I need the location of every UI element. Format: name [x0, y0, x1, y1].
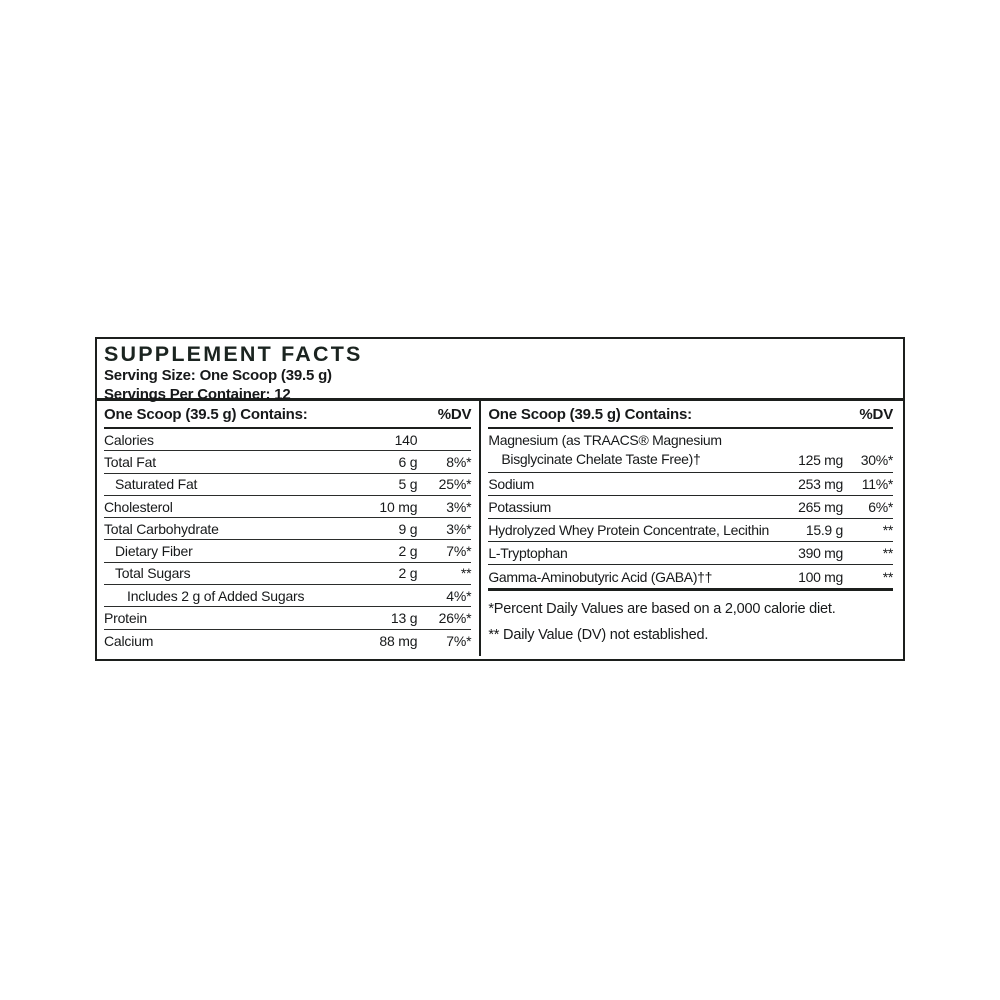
servings-per-container: Servings Per Container: 12 [104, 386, 291, 403]
column-header-label: One Scoop (39.5 g) Contains: [104, 405, 308, 423]
nutrient-row-whey-protein [488, 519, 893, 542]
nutrient-name [488, 431, 769, 469]
nutrient-amount: 13 g [390, 610, 418, 627]
nutrient-name: Protein [104, 610, 147, 627]
nutrient-amount: 15.9 g [805, 522, 843, 538]
facts-header [97, 339, 903, 401]
nutrient-amount: 2 g [398, 543, 418, 560]
nutrient-name: Calories [104, 431, 154, 448]
nutrient-dv: 8%* [446, 453, 472, 470]
nutrient-dv: 11%* [861, 476, 893, 492]
nutrient-dv: ** [460, 565, 472, 582]
nutrient-dv: 25%* [438, 476, 472, 493]
nutrient-row-sodium [488, 473, 893, 496]
nutrient-name: Calcium [104, 632, 154, 649]
nutrient-dv: 4%* [446, 587, 472, 604]
nutrient-dv: 7%* [446, 632, 472, 649]
nutrient-row-protein [104, 607, 471, 629]
column-header-left [104, 401, 471, 429]
nutrient-amount: 253 mg [798, 476, 843, 492]
nutrient-row-gaba [488, 565, 893, 588]
nutrient-amount: 125 mg [798, 452, 843, 468]
nutrient-name: Dietary Fiber [115, 543, 193, 560]
footnotes [488, 588, 893, 653]
nutrient-amount: 10 mg [379, 498, 418, 515]
nutrient-name-line1: Magnesium (as TRAACS® Magnesium [488, 432, 722, 448]
nutrient-row-calcium [104, 630, 471, 652]
nutrient-amount: 2 g [398, 565, 418, 582]
nutrient-name: Total Carbohydrate [104, 520, 219, 537]
facts-column-left [97, 401, 479, 656]
nutrient-name: Sodium [488, 476, 535, 492]
nutrient-dv: ** [882, 568, 893, 585]
nutrient-row-added-sugars [104, 585, 471, 607]
nutrient-amount: 265 mg [798, 499, 843, 515]
dv-header-label: %DV [859, 405, 893, 423]
nutrient-name: Cholesterol [104, 498, 173, 515]
nutrient-dv: 30%* [860, 452, 893, 468]
nutrient-row-magnesium [488, 429, 893, 473]
nutrient-row-potassium [488, 496, 893, 519]
nutrient-dv: 7%* [446, 543, 472, 560]
nutrient-row-saturated-fat [104, 474, 471, 496]
nutrient-name: Potassium [488, 499, 552, 515]
nutrient-dv: ** [882, 522, 893, 538]
nutrient-name: Hydrolyzed Whey Protein Concentrate, Lecithin [488, 522, 769, 538]
nutrient-dv: 26%* [438, 610, 472, 627]
nutrient-amount: 100 mg [798, 568, 843, 585]
facts-columns [97, 401, 903, 656]
footnote-dv-not-established: ** Daily Value (DV) not established. [488, 627, 709, 643]
serving-size: Serving Size: One Scoop (39.5 g) [104, 367, 332, 384]
footnote-percent-dv: *Percent Daily Values are based on a 2,000 calorie diet. [488, 601, 836, 617]
nutrient-row-total-fat [104, 451, 471, 473]
nutrient-amount: 390 mg [798, 545, 843, 561]
nutrient-dv: 3%* [446, 520, 472, 537]
nutrient-dv: 3%* [446, 498, 472, 515]
facts-title: SUPPLEMENT FACTS [104, 342, 363, 366]
column-header-label: One Scoop (39.5 g) Contains: [488, 405, 692, 423]
supplement-facts-panel [95, 337, 905, 661]
nutrient-row-dietary-fiber [104, 540, 471, 562]
nutrient-name: L-Tryptophan [488, 545, 568, 561]
dv-header-label: %DV [437, 405, 472, 423]
nutrient-name-line2: Bisglycinate Chelate Taste Free)† [501, 451, 701, 467]
nutrient-row-total-carbohydrate [104, 518, 471, 540]
nutrient-amount: 140 [394, 431, 418, 448]
facts-column-right [481, 401, 903, 656]
nutrient-row-calories [104, 429, 471, 451]
nutrient-name: Total Sugars [115, 565, 191, 582]
nutrient-row-total-sugars [104, 563, 471, 585]
nutrient-amount: 5 g [398, 476, 418, 493]
nutrient-amount: 9 g [398, 520, 418, 537]
nutrient-row-cholesterol [104, 496, 471, 518]
nutrient-row-l-tryptophan [488, 542, 893, 565]
nutrient-name: Total Fat [104, 453, 156, 470]
nutrient-amount: 88 mg [379, 632, 418, 649]
nutrient-dv: 6%* [868, 499, 893, 515]
column-header-right [488, 401, 893, 429]
nutrient-name: Includes 2 g of Added Sugars [127, 587, 305, 604]
nutrient-name: Saturated Fat [115, 476, 198, 493]
nutrient-dv: ** [882, 545, 893, 561]
nutrient-amount: 6 g [398, 453, 418, 470]
nutrient-name: Gamma-Aminobutyric Acid (GABA)†† [488, 568, 713, 585]
